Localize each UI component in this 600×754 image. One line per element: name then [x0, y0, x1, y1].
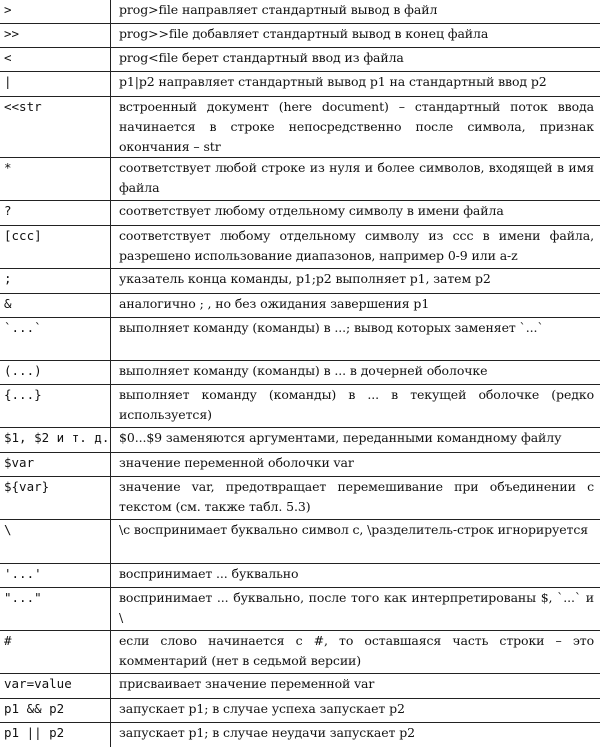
symbol-cell: $1, $2 и т. д. [4, 430, 110, 445]
symbol-cell: > [4, 2, 12, 17]
symbol-cell: var=value [4, 676, 72, 691]
description-cell: prog>file направляет стандартный вывод в файл [110, 0, 600, 23]
description-cell: выполняет команду (команды) в ...; вывод которых заменяет `...` [110, 318, 600, 360]
symbol-cell: [ccc] [4, 228, 42, 243]
symbol-cell: `...` [4, 320, 42, 335]
symbol-cell: ; [4, 271, 12, 286]
description-cell: аналогично ; , но без ожидания завершения p1 [110, 294, 600, 317]
symbol-cell: (...) [4, 363, 42, 378]
table-row [0, 453, 600, 477]
description-cell: запускает p1; в случае успеха запускает p2 [110, 699, 600, 722]
symbol-cell: ${var} [4, 479, 50, 494]
symbol-cell: # [4, 633, 12, 648]
symbol-cell: & [4, 296, 12, 311]
description-cell: prog>>file добавляет стандартный вывод в конец файла [110, 24, 600, 47]
symbol-cell: \ [4, 522, 12, 537]
description-cell: воспринимает ... буквально, после того как интерпретированы $, `...` и \ [110, 588, 600, 630]
symbol-cell: ? [4, 203, 12, 218]
symbol-cell: < [4, 50, 12, 65]
table-row [0, 24, 600, 48]
symbol-cell: p1 || p2 [4, 725, 65, 740]
description-cell: соответствует любой строке из нуля и более символов, входящей в имя файла [110, 158, 600, 200]
description-cell: \c воспринимает буквально символ c, \разделитель-строк игнорируется [110, 520, 600, 563]
symbol-cell: $var [4, 455, 35, 470]
table-row [0, 318, 600, 361]
description-cell: выполняет команду (команды) в ... в дочерней оболочке [110, 361, 600, 384]
table-row [0, 201, 600, 226]
description-cell: значение var, предотвращает перемешивание при объединении с текстом (см. также табл. 5.3) [110, 477, 600, 519]
symbol-cell: {...} [4, 387, 42, 402]
description-cell: prog<file берет стандартный ввод из файла [110, 48, 600, 71]
table-row [0, 72, 600, 97]
description-cell: запускает p1; в случае неудачи запускает p2 [110, 723, 600, 747]
description-cell: соответствует любому отдельному символу в имени файла [110, 201, 600, 225]
table-row [0, 631, 600, 674]
description-cell: p1|p2 направляет стандартный вывод p1 на стандартный ввод p2 [110, 72, 600, 96]
table-row [0, 588, 600, 631]
table-row [0, 361, 600, 385]
table-row [0, 48, 600, 72]
table-row [0, 158, 600, 201]
table-row [0, 674, 600, 699]
table-row [0, 226, 600, 269]
table-row [0, 428, 600, 453]
symbol-cell: '...' [4, 566, 42, 581]
description-cell: $0...$9 заменяются аргументами, переданными командному файлу [110, 428, 600, 452]
symbol-cell: * [4, 160, 12, 175]
table-row [0, 269, 600, 294]
description-cell: присваивает значение переменной var [110, 674, 600, 698]
symbol-cell: | [4, 74, 12, 89]
table-row [0, 0, 600, 24]
description-cell: соответствует любому отдельному символу из ccc в имени файла, разрешено использование диапазонов, например 0-9 или a-z [110, 226, 600, 268]
table-row [0, 477, 600, 520]
symbol-cell: <<str [4, 99, 42, 114]
symbol-cell: >> [4, 26, 20, 41]
symbol-cell: "..." [4, 590, 42, 605]
description-cell: значение переменной оболочки var [110, 453, 600, 476]
description-cell: если слово начинается с #, то оставшаяся часть строки – это комментарий (нет в седьмой версии) [110, 631, 600, 673]
table-row [0, 564, 600, 588]
table-row [0, 699, 600, 723]
description-cell: встроенный документ (here document) – стандартный поток ввода начинается в строке непосредственно после символа, признак окончания – str [110, 97, 600, 157]
description-cell: выполняет команду (команды) в ... в текущей оболочке (редко используется) [110, 385, 600, 427]
symbol-cell: p1 && p2 [4, 701, 65, 716]
description-cell: воспринимает ... буквально [110, 564, 600, 587]
table-row [0, 723, 600, 747]
table-row [0, 520, 600, 564]
table-row [0, 97, 600, 158]
table-row [0, 294, 600, 318]
table-row [0, 385, 600, 428]
description-cell: указатель конца команды, p1;p2 выполняет p1, затем p2 [110, 269, 600, 293]
